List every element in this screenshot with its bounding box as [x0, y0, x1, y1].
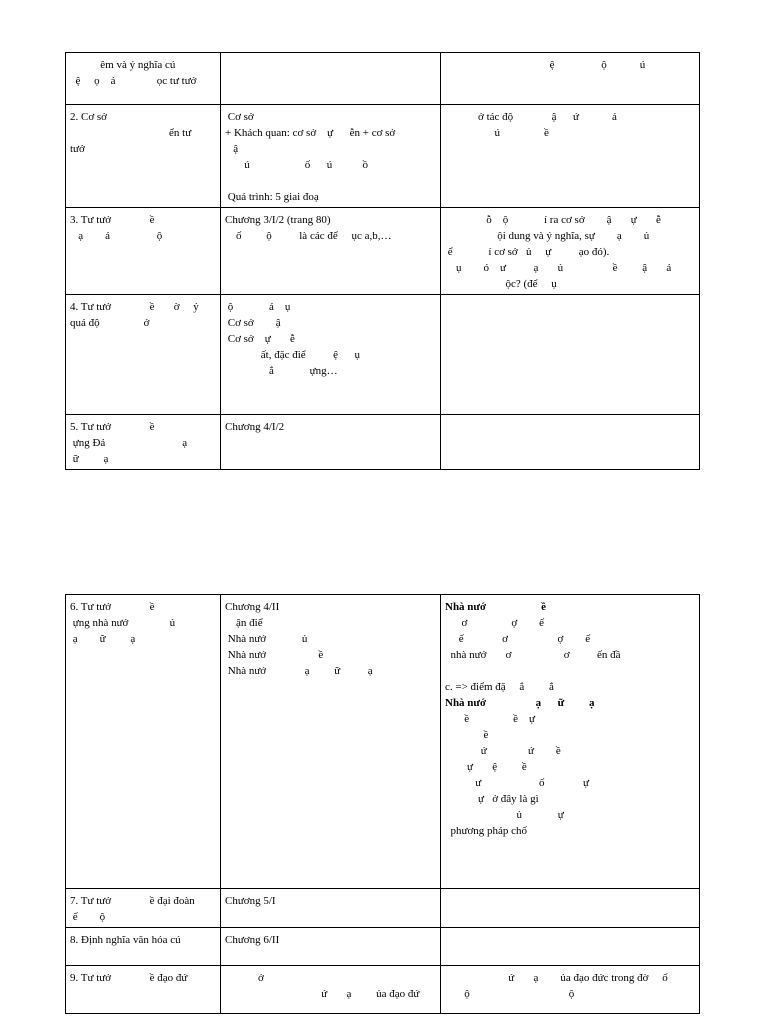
table-row: [66, 415, 700, 470]
table-cell-c2: [221, 295, 441, 415]
table-cell-c2: [221, 415, 441, 470]
table-row: [66, 208, 700, 295]
study-table-bottom: [65, 594, 700, 1014]
table-cell-c1: [66, 966, 221, 1014]
cell-text-line: ựng nhà nướ ủ: [70, 617, 176, 629]
cell-text-line: ế ơ ợ ế: [445, 633, 591, 645]
cell-text-line: ậ: [225, 143, 239, 155]
cell-text-line: Nhà nướ ạ ữ ạ: [445, 697, 595, 709]
cell-text-line: [225, 173, 436, 189]
table-row: [66, 889, 700, 928]
cell-text-line: Chương 6/II: [225, 934, 280, 946]
cell-text-line: ơ ợ ế: [445, 617, 545, 629]
cell-text-line: Chương 3/I/2 (trang 80): [225, 214, 331, 226]
table-row: [66, 105, 700, 208]
cell-text-line: Nhà nướ ề: [225, 649, 324, 661]
table-cell-c2: [221, 889, 441, 928]
table-row: [66, 928, 700, 966]
cell-text-line: ủ ự: [445, 809, 564, 821]
cell-text-line: ạ ả ộ: [70, 230, 163, 242]
cell-text-line: Cơ sở: [225, 111, 254, 123]
cell-text-line: Nhà nướ ạ ữ ạ: [225, 665, 373, 677]
cell-text-line: ộ ộ: [445, 988, 575, 1000]
cell-text-line: 8. Định nghĩa văn hóa cú: [70, 934, 181, 946]
table-cell-c1: [66, 105, 221, 208]
cell-text-line: ận điể: [225, 617, 263, 629]
cell-text-line: ề: [445, 729, 489, 741]
cell-text-line: ạ ữ ạ: [70, 633, 136, 645]
cell-text-line: ở: [225, 972, 264, 984]
cell-text-line: Nhà nướ ề: [445, 601, 547, 613]
cell-text-line: ụ ó ư ạ ủ ề ậ ả: [445, 262, 672, 274]
table-row: [66, 966, 700, 1014]
cell-text-line: ự ở đây là gì: [445, 793, 539, 805]
cell-text-line: ề ề ự: [445, 713, 535, 725]
table-cell-c2: [221, 105, 441, 208]
cell-text-line: ội dung và ý nghĩa, sự ạ ủ: [445, 230, 650, 242]
cell-text-line: Cơ sở ự ễ: [225, 333, 295, 345]
cell-text-line: ắ ựng…: [225, 365, 338, 377]
cell-text-line: ộc? (để ụ: [445, 278, 557, 290]
table-cell-c2: [221, 595, 441, 889]
table-cell-c3: [441, 53, 700, 105]
table-body-bottom: [66, 595, 700, 1014]
cell-text-line: Nhà nướ ủ: [225, 633, 308, 645]
cell-text-line: ư ố ự: [445, 777, 589, 789]
table-cell-c1: [66, 295, 221, 415]
study-table-top: [65, 52, 700, 470]
table-row: [66, 53, 700, 105]
table-cell-c3: [441, 966, 700, 1014]
cell-text-line: Chương 5/I: [225, 895, 276, 907]
table-cell-c1: [66, 595, 221, 889]
cell-text-line: 2. Cơ sở: [70, 111, 108, 123]
table-body-top: [66, 53, 700, 470]
table-cell-c1: [66, 53, 221, 105]
table-cell-c3: [441, 295, 700, 415]
cell-text-line: ộ á ụ: [225, 301, 291, 313]
cell-text-line: ú ố ú ồ: [225, 159, 368, 171]
cell-text-line: tưở: [70, 143, 85, 155]
cell-text-line: ển tư: [70, 127, 192, 139]
table-cell-c1: [66, 208, 221, 295]
cell-text-line: 9. Tư tưở ề đạo đứ: [70, 972, 188, 984]
cell-text-line: ế ộ: [70, 911, 106, 923]
cell-text-line: ể í cơ sở ủ ự ạo đó).: [445, 246, 610, 258]
cell-text-line: ựng Đả ạ: [70, 437, 188, 449]
cell-text-line: ứ ạ ủa đạo đức trong đờ ố: [445, 972, 668, 984]
cell-text-line: ất, đặc điể ệ ụ: [225, 349, 361, 361]
table-cell-c1: [66, 415, 221, 470]
cell-text-line: ứ ạ ủa đạo đứ: [225, 988, 420, 1000]
table-cell-c3: [441, 105, 700, 208]
cell-text-line: ệ ọ ả ọc tư tưở: [70, 75, 197, 87]
cell-text-line: ữ ạ: [70, 453, 109, 465]
table-cell-c3: [441, 415, 700, 470]
cell-text-line: nhà nướ ơ ơ ến đầ: [445, 649, 621, 661]
cell-text-line: 6. Tư tưở ề: [70, 601, 155, 613]
cell-text-line: c. => điểm đặ ắ ắ: [445, 681, 554, 693]
cell-text-line: êm và ý nghĩa cú: [70, 59, 176, 71]
table-cell-c1: [66, 928, 221, 966]
table-cell-c2: [221, 966, 441, 1014]
cell-text-line: [445, 663, 695, 679]
cell-text-line: phương pháp chố: [445, 825, 528, 837]
table-cell-c2: [221, 928, 441, 966]
cell-text-line: 3. Tư tưở ề: [70, 214, 155, 226]
table-cell-c2: [221, 208, 441, 295]
cell-text-line: 5. Tư tưở ề: [70, 421, 155, 433]
cell-text-line: ở tác độ ậ ứ ả: [445, 111, 617, 123]
cell-text-line: quá độ ở: [70, 317, 150, 329]
cell-text-line: ú ề: [445, 127, 549, 139]
cell-text-line: ứ ứ ề: [445, 745, 561, 757]
table-cell-c2: [221, 53, 441, 105]
table-cell-c3: [441, 889, 700, 928]
table-cell-c3: [441, 595, 700, 889]
cell-text-line: + Khách quan: cơ sở ự ễn + cơ sở: [225, 127, 396, 139]
table-cell-c3: [441, 208, 700, 295]
cell-text-line: Quá trình: 5 giai đoạ: [225, 191, 319, 203]
table-row: [66, 295, 700, 415]
cell-text-line: Chương 4/II: [225, 601, 280, 613]
cell-text-line: ỗ ộ í ra cơ sở ậ ự ễ: [445, 214, 661, 226]
cell-text-line: 4. Tư tưở ề ờ ỷ: [70, 301, 199, 313]
cell-text-line: 7. Tư tưở ề đại đoàn: [70, 895, 195, 907]
cell-text-line: ệ ộ ú: [494, 59, 646, 71]
cell-text-line: Chương 4/I/2: [225, 421, 285, 433]
cell-text-line: ố ộ là các để ục a,b,…: [225, 230, 392, 242]
table-row: [66, 595, 700, 889]
table-cell-c1: [66, 889, 221, 928]
cell-text-line: Cơ sở ậ: [225, 317, 281, 329]
table-cell-c3: [441, 928, 700, 966]
cell-text-line: ự ệ ề: [445, 761, 527, 773]
